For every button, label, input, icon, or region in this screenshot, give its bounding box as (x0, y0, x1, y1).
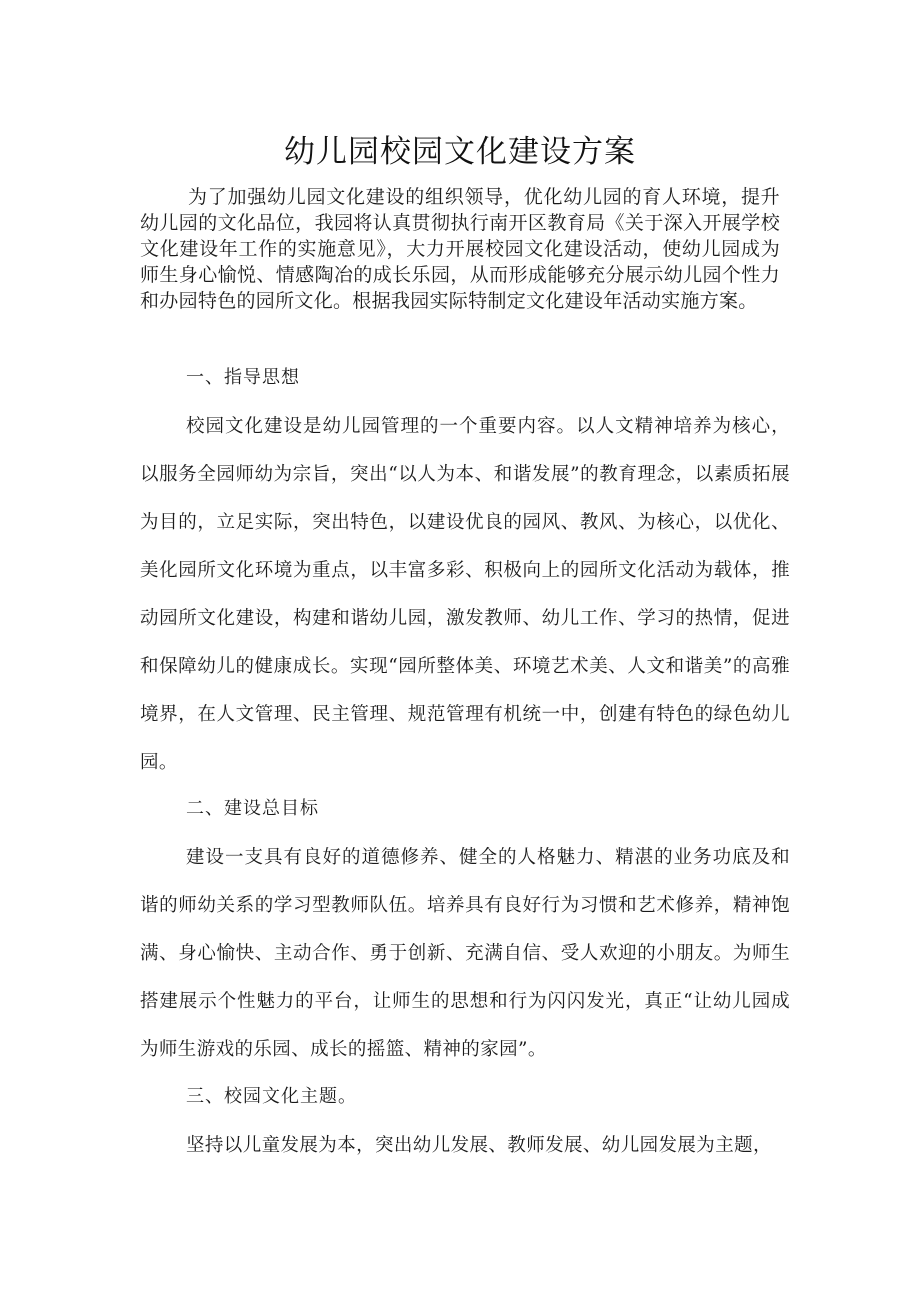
section-heading-culture-theme: 三、校园文化主题。 (186, 1086, 357, 1107)
section-heading-overall-goal: 二、建设总目标 (186, 798, 319, 819)
intro-paragraph: 为了加强幼儿园文化建设的组织领导，优化幼儿园的育人环境，提升幼儿园的文化品位，我园将认真贯彻执行南开区教育局《关于深入开展学校文化建设年工作的实施意见》，大力开展校园文化建设活动，使幼儿园成为师生身心愉悦、情感陶冶的成长乐园，从而形成能够充分展示幼儿园个性力和办园特色的园所文化。根据我园实际特制定文化建设年活动实施方案。 (140, 186, 780, 312)
section-body-guiding-ideology: 校园文化建设是幼儿园管理的一个重要内容。以人文精神培养为核心，以服务全园师幼为宗旨，突出“以人为本、和谐发展”的教育理念，以素质拓展为目的，立足实际，突出特色，以建设优良的园风、教风、为核心，以优化、美化园所文化环境为重点，以丰富多彩、积极向上的园所文化活动为载体，推动园所文化建设，构建和谐幼儿园，激发教师、幼儿工作、学习的热情，促进和保障幼儿的健康成长。实现“园所整体美、环境艺术美、人文和谐美”的高雅境界，在人文管理、民主管理、规范管理有机统一中，创建有特色的绿色幼儿园。 (140, 416, 790, 773)
section-heading-guiding-ideology: 一、指导思想 (186, 367, 300, 388)
section-body-overall-goal: 建设一支具有良好的道德修养、健全的人格魅力、精湛的业务功底及和谐的师幼关系的学习型教师队伍。培养具有良好行为习惯和艺术修养，精神饱满、身心愉快、主动合作、勇于创新、充满自信、受人欢迎的小朋友。为师生搭建展示个性魅力的平台，让师生的思想和行为闪闪发光，真正“让幼儿园成为师生游戏的乐园、成长的摇篮、精神的家园”。 (140, 847, 790, 1060)
section-body-culture-theme: 坚持以儿童发展为本，突出幼儿发展、教师发展、幼儿园发展为主题， (186, 1135, 772, 1156)
document-title: 幼儿园校园文化建设方案 (284, 134, 636, 170)
